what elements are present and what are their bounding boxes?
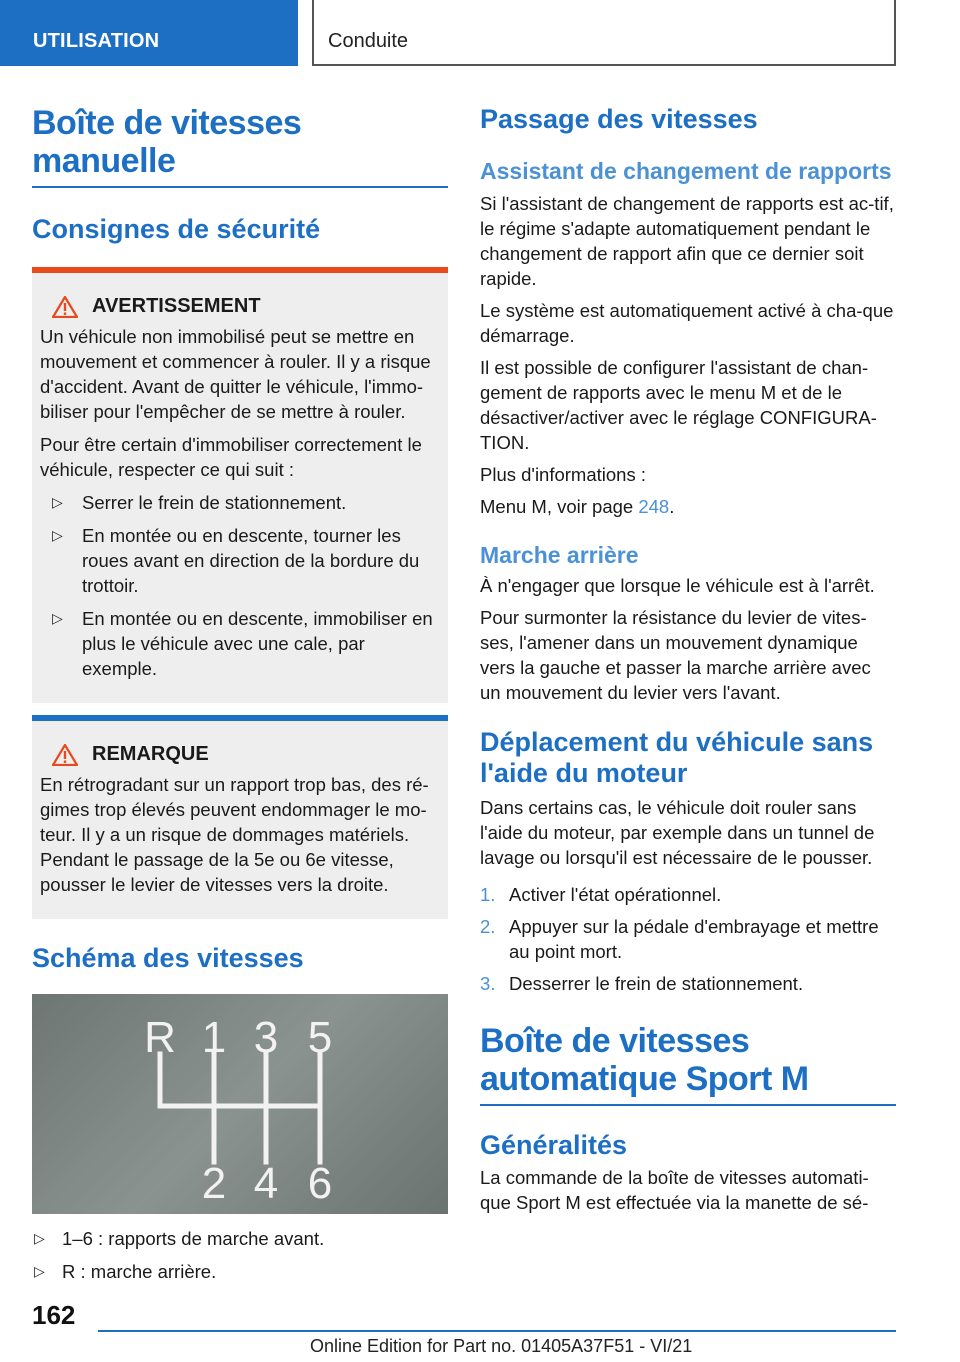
note-title <box>40 743 440 766</box>
triangle-bullet-icon: ▷ <box>34 1263 45 1279</box>
footer-divider <box>98 1330 896 1332</box>
general-heading: Généralités <box>480 1130 628 1160</box>
edition-text: Online Edition for Part no. 01405A37F51 - VI/21 <box>310 1336 693 1356</box>
warning-text-1: Un véhicule non immobilisé peut se mettre en mouvement et commencer à rouler. Il y a risque d'accident. Avant de quitter le véhicule, l'immo-biliser pour l'empêcher de se mettre à rouler. <box>40 326 431 422</box>
triangle-bullet-icon: ▷ <box>34 1230 45 1246</box>
gear-label: 2 <box>201 1159 227 1208</box>
list-item-text: Serrer le frein de stationnement. <box>82 492 347 513</box>
list-item <box>480 882 896 907</box>
reverse-text-1: À n'engager que lorsque le véhicule est à l'arrêt. <box>480 575 875 596</box>
move-text-1: Dans certains cas, le véhicule doit rouler sans l'aide du moteur, par exemple dans un tunnel de lavage ou lorsqu'il est nécessaire de le pousser. <box>480 797 875 868</box>
triangle-bullet-icon: ▷ <box>52 527 63 543</box>
assist-text-3: Il est possible de configurer l'assistant de chan-gement de rapports avec le menu M et de le désactiver/activer avec le réglage CONFIGURA-TION. <box>480 357 877 453</box>
reverse-text-2: Pour surmonter la résistance du levier de vites-ses, l'amener dans un mouvement dynamique vers la gauche et passer la marche arrière avec un mouvement du levier vers l'avant. <box>480 607 871 703</box>
assist-ref-suffix: . <box>669 496 675 517</box>
title-block <box>32 104 448 188</box>
shift-heading: Passage des vitesses <box>480 104 758 134</box>
step-number: 3. <box>480 973 496 994</box>
general-text-1: La commande de la boîte de vitesses automati-que Sport M est effectuée via la manette de sé- <box>480 1167 869 1213</box>
gear-shift-diagram <box>32 994 448 1214</box>
list-item-text: 1–6 : rapports de marche avant. <box>62 1228 325 1249</box>
note-label: REMARQUE <box>92 743 209 765</box>
gear-legend <box>32 1226 448 1284</box>
right-column <box>480 96 896 1215</box>
gear-pattern-svg <box>32 994 448 1214</box>
note-box <box>32 715 448 919</box>
list-item <box>32 1259 448 1284</box>
triangle-bullet-icon: ▷ <box>52 494 63 510</box>
section-tab[interactable]: UTILISATION <box>0 0 298 66</box>
chapter-tab[interactable]: Conduite <box>312 0 896 66</box>
step-text: Appuyer sur la pédale d'embrayage et mettre au point mort. <box>509 916 879 962</box>
gear-label: R <box>144 1013 176 1062</box>
warning-list <box>40 490 440 681</box>
warning-triangle-icon <box>52 296 78 318</box>
list-item <box>32 1226 448 1251</box>
step-number: 2. <box>480 916 496 937</box>
list-item <box>480 971 896 996</box>
list-item-text: R : marche arrière. <box>62 1261 217 1282</box>
list-item <box>40 490 440 515</box>
triangle-bullet-icon: ▷ <box>52 610 63 626</box>
assist-text-4: Plus d'informations : <box>480 464 646 485</box>
gear-label: 3 <box>253 1013 279 1062</box>
reverse-heading: Marche arrière <box>480 542 639 568</box>
schema-heading: Schéma des vitesses <box>32 943 304 973</box>
safety-heading: Consignes de sécurité <box>32 214 321 244</box>
assist-ref-text: Menu M, voir page <box>480 496 639 517</box>
gear-label: 5 <box>307 1013 333 1062</box>
list-item <box>40 523 440 598</box>
steps-list <box>480 882 896 996</box>
auto-title-block <box>480 1022 896 1106</box>
page-link[interactable]: 248 <box>638 496 670 517</box>
page-header <box>0 0 960 66</box>
warning-text-2: Pour être certain d'immobiliser correctement le véhicule, respecter ce qui suit : <box>40 434 422 480</box>
assist-text-5 <box>480 494 896 519</box>
warning-title <box>40 295 440 318</box>
list-item <box>40 606 440 681</box>
step-text: Activer l'état opérationnel. <box>509 884 722 905</box>
list-item-text: En montée ou en descente, tourner les roues avant en direction de la bordure du trottoir. <box>82 525 420 596</box>
list-item <box>480 914 896 964</box>
left-column <box>32 96 448 1292</box>
page-number: 162 <box>32 1300 76 1330</box>
step-text: Desserrer le frein de stationnement. <box>509 973 804 994</box>
assist-text-1: Si l'assistant de changement de rapports est ac-tif, le régime s'adapte automatiquement pendant le changement de rapport afin que ce dernier soit rapide. <box>480 193 894 289</box>
auto-title: Boîte de vitesses automatique Sport M <box>480 1022 809 1098</box>
warning-label: AVERTISSEMENT <box>92 295 261 317</box>
move-heading: Déplacement du véhicule sans l'aide du moteur <box>480 727 874 788</box>
assist-heading: Assistant de changement de rapports <box>480 158 892 184</box>
gear-label: 1 <box>201 1013 227 1062</box>
gear-label: 6 <box>307 1159 333 1208</box>
warning-triangle-icon <box>52 744 78 766</box>
page-title: Boîte de vitesses manuelle <box>32 104 302 180</box>
note-text: En rétrogradant sur un rapport trop bas, des ré-gimes trop élevés peuvent endommager le mo-teur. Il y a un risque de dommages matériels. Pendant le passage de la 5e ou 6e vitesse, pousser le levier de vitesses vers la droite. <box>40 774 429 895</box>
list-item-text: En montée ou en descente, immobiliser en plus le véhicule avec une cale, par exemple. <box>82 608 433 679</box>
warning-box <box>32 267 448 703</box>
step-number: 1. <box>480 884 496 905</box>
assist-text-2: Le système est automatiquement activé à cha-que démarrage. <box>480 300 894 346</box>
gear-label: 4 <box>253 1159 279 1208</box>
